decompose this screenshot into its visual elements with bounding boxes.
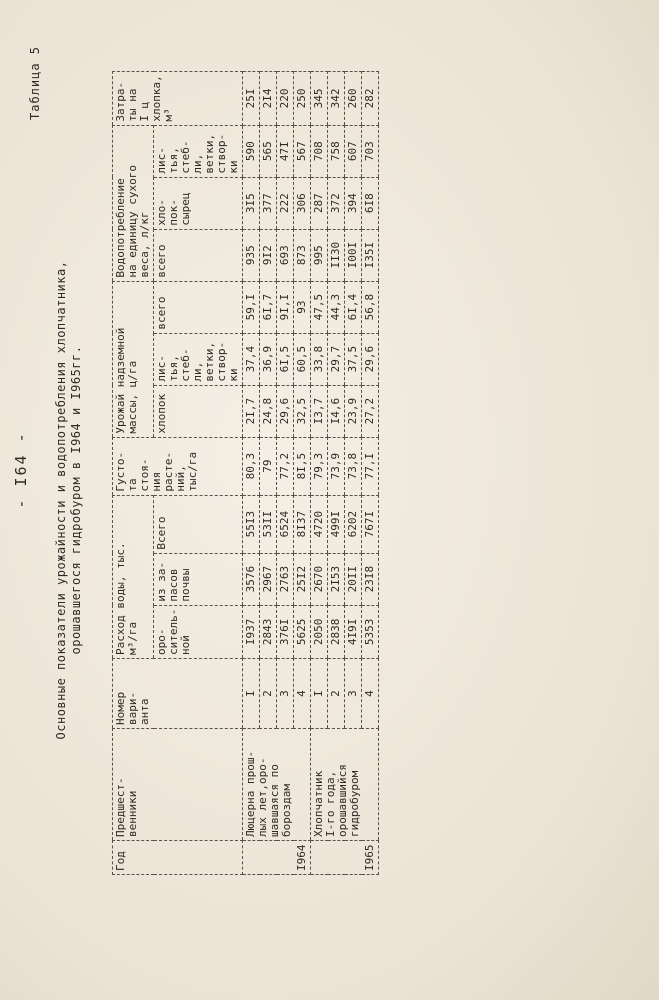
table-cell: 2838 — [328, 605, 345, 658]
table-row — [243, 72, 260, 875]
table-cell: 2967 — [260, 553, 277, 605]
table-cell: 250 — [294, 72, 311, 125]
table-body — [243, 72, 379, 875]
table-cell: 23,9 — [345, 385, 362, 437]
table-cell: 376I — [277, 605, 294, 658]
table-cell: 36,9 — [260, 333, 277, 385]
table-cell: 2843 — [260, 605, 277, 658]
table-cell: 3 — [345, 659, 362, 729]
table-cell: 306 — [294, 177, 311, 229]
table-cell: 693 — [277, 229, 294, 281]
table-cell: 29,7 — [328, 333, 345, 385]
table-cell: 4720 — [311, 495, 328, 553]
table-cell: 56,8 — [362, 281, 379, 333]
table-cell: 47,5 — [311, 281, 328, 333]
header-density: Густо- та стоя- ния расте- ний, тыс/га — [113, 437, 243, 495]
table-cell: 8I,5 — [294, 437, 311, 495]
table-cell: 758 — [328, 125, 345, 177]
table-cell: 4 — [294, 659, 311, 729]
table-cell: 6202 — [345, 495, 362, 553]
table-cell: 2I4 — [260, 72, 277, 125]
table-cell: 29,6 — [362, 333, 379, 385]
table-cell: 2I,7 — [243, 385, 260, 437]
predecessor-cell: Люцерна прош- лых лет,оро- шавшаяся по бороздам — [243, 729, 311, 841]
table-cell: 2763 — [277, 553, 294, 605]
table-cell: 995 — [311, 229, 328, 281]
table-cell: 33,8 — [311, 333, 328, 385]
caption-line-1: Основные показатели урожайности и водопотребления хлопчатника, — [54, 260, 68, 740]
table-cell: 37,4 — [243, 333, 260, 385]
header-yield-cotton: хлопок — [154, 385, 243, 437]
table-cell: 565 — [260, 125, 277, 177]
table-cell: 79,3 — [311, 437, 328, 495]
table-cell: 607 — [345, 125, 362, 177]
table-cell: 703 — [362, 125, 379, 177]
header-cost: Затра- ты на I ц хлопка, м³ — [113, 72, 243, 125]
table-cell: I937 — [243, 605, 260, 658]
data-table — [112, 71, 379, 875]
table-cell: 5353 — [362, 605, 379, 658]
table-cell: 935 — [243, 229, 260, 281]
table-cell: 222 — [277, 177, 294, 229]
table-cell: II30 — [328, 229, 345, 281]
table-cell: 27,2 — [362, 385, 379, 437]
table-cell: 73,9 — [328, 437, 345, 495]
table-cell: 47I — [277, 125, 294, 177]
table-cell: 32,5 — [294, 385, 311, 437]
table-cell: 6I,7 — [260, 281, 277, 333]
page-number: - I64 - — [12, 431, 30, 509]
year-cell: I965 — [311, 841, 379, 875]
table-cell: 767I — [362, 495, 379, 553]
table-cell: 342 — [328, 72, 345, 125]
year-cell: I964 — [243, 841, 311, 875]
header-water-irrigation: оро- ситель- ной — [154, 605, 243, 658]
table-cell: 25I — [243, 72, 260, 125]
header-yield-leaves: лис- тья, стеб- ли, ветки, створ- ки — [154, 333, 243, 385]
table-cell: 345 — [311, 72, 328, 125]
table-cell: 499I — [328, 495, 345, 553]
table-cell: 220 — [277, 72, 294, 125]
table-cell: 77,2 — [277, 437, 294, 495]
table-cell: I00I — [345, 229, 362, 281]
table-cell: 9I,I — [277, 281, 294, 333]
header-water-total: Всего — [154, 495, 243, 553]
table-cell: 708 — [311, 125, 328, 177]
table-cell: 77,I — [362, 437, 379, 495]
table-cell: 8I37 — [294, 495, 311, 553]
header-water-soil: из за- пасов почвы — [154, 553, 243, 605]
table-cell: 567 — [294, 125, 311, 177]
table-label: Таблица 5 — [28, 45, 42, 120]
table-cell: 20II — [345, 553, 362, 605]
table-cell: I — [311, 659, 328, 729]
table-cell: 5625 — [294, 605, 311, 658]
table-row — [311, 72, 328, 875]
header-water: Расход воды, тыс. м³/га — [113, 495, 154, 658]
header-cons-leaves: лис- тья, стеб- ли, ветки, створ- ки — [154, 125, 243, 177]
table-cell: 60,5 — [294, 333, 311, 385]
table-cell: 23I8 — [362, 553, 379, 605]
table-cell: 24,8 — [260, 385, 277, 437]
table-cell: 287 — [311, 177, 328, 229]
table-cell: 590 — [243, 125, 260, 177]
table-cell: 9I2 — [260, 229, 277, 281]
table-cell: 377 — [260, 177, 277, 229]
table-cell: 25I2 — [294, 553, 311, 605]
table-cell: 282 — [362, 72, 379, 125]
table-cell: 6524 — [277, 495, 294, 553]
table-cell: I — [243, 659, 260, 729]
header-predecessor: Предшест- венники — [113, 729, 243, 841]
table-cell: 3 — [277, 659, 294, 729]
table-cell: 3I5 — [243, 177, 260, 229]
header-cons-cotton: хло- пок- сырец — [154, 177, 243, 229]
header-cons-total: всего — [154, 229, 243, 281]
table-cell: 6I8 — [362, 177, 379, 229]
table-cell: 4 — [362, 659, 379, 729]
table-cell: 55I3 — [243, 495, 260, 553]
table-cell: I3,7 — [311, 385, 328, 437]
table-cell: 2670 — [311, 553, 328, 605]
table-cell: 79 — [260, 437, 277, 495]
header-yield-total: всего — [154, 281, 243, 333]
table-cell: 80,3 — [243, 437, 260, 495]
table-caption — [54, 150, 84, 850]
table-cell: 394 — [345, 177, 362, 229]
header-yield: Урожай надземной массы, ц/га — [113, 281, 154, 437]
table-cell: 6I,5 — [277, 333, 294, 385]
table-cell: 260 — [345, 72, 362, 125]
table-cell: 372 — [328, 177, 345, 229]
caption-line-2: орошавшегося гидробуром в I964 и I965гг. — [69, 345, 83, 655]
table-cell: 73,8 — [345, 437, 362, 495]
table-cell: I35I — [362, 229, 379, 281]
table-cell: 53II — [260, 495, 277, 553]
table-cell: 2050 — [311, 605, 328, 658]
table-cell: 6I,4 — [345, 281, 362, 333]
table-cell: 29,6 — [277, 385, 294, 437]
header-consumption: Водопотребление на единицу сухого веса, л/кг — [113, 125, 154, 281]
table-cell: 59,I — [243, 281, 260, 333]
table-cell: I4,6 — [328, 385, 345, 437]
table-cell: 37,5 — [345, 333, 362, 385]
table-cell: 44,3 — [328, 281, 345, 333]
table-cell: 4I9I — [345, 605, 362, 658]
header-variant: Номер вари- анта — [113, 659, 243, 729]
table-cell: 2 — [328, 659, 345, 729]
table-cell: 2 — [260, 659, 277, 729]
header-year: Год — [113, 841, 243, 875]
table-cell: 873 — [294, 229, 311, 281]
table-cell: 3576 — [243, 553, 260, 605]
table-cell: 93 — [294, 281, 311, 333]
table-cell: 2I53 — [328, 553, 345, 605]
predecessor-cell: Хлопчатник I-го года, орошавшийся гидробуром — [311, 729, 379, 841]
